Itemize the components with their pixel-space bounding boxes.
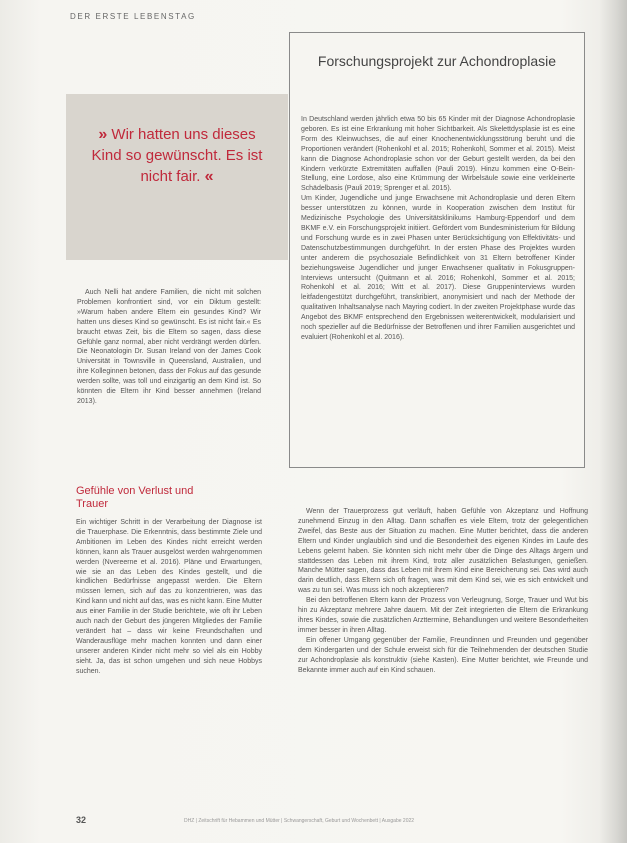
pull-quote-text: Wir hatten uns dieses Kind so gewünscht. Es ist nicht fair. (91, 126, 263, 185)
paragraph: In Deutschland werden jährlich etwa 50 bis 65 Kinder mit der Diagnose Achondroplasie geboren. Es ist eine Erkrankung mit hoher Sichtbarkeit. Als Skelettdysplasie ist es eine Form des Kleinwuchses, die auf einer Knochenentwicklungsstörung beruht und die Proportionen verändert (Rohenkohl et al. 2015; Rohenkohl, Sommer et al. 2015). Meist kann die Diagnose Achondroplasie schon vor der Geburt gestellt werden, da bei den Kindern verkürzte Extremitäten auffallen (Pauli 2019). Hinzu kommen eine O-Bein-Stellung, eine Lordose, also eine Krümmung der Wirbelsäule sowie eine verkleinerte Schädelbasis (Pauli 2019; Sprenger et al. 2015). (301, 116, 575, 193)
paragraph: Um Kinder, Jugendliche und junge Erwachsene mit Achondroplasie und deren Eltern besser unterstützen zu können, wurde in Kooperation zwischen dem Institut für Medizinische Psychologie des Universitätsklinikums Hamburg-Eppendorf und dem BKMF e.V. ein Forschungsprojekt initiiert. Gefördert vom Bundesministerium für Bildung und Forschung wurde es in zwei Phasen unter Berücksichtigung von Effektivitäts- und Datenschutzbestimmungen durchgeführt. In der ersten Phase des Projektes wurden unter anderem die psychosoziale Befindlichkeit von 31 Eltern betroffener Kinder beziehungsweise Jugendlicher und junger Erwachsener qualitativ in Fokusgruppen-Interviews untersucht (Quitmann et al. 2016; Rohenkohl, Sommer et al. 2015; Rohenkohl et al. 2016; Witt et al. 2017). Diese Gruppeninterviews wurden leitfadengestützt durchgeführt, transkribiert, anonymisiert und nach der Methode der qualitativen Inhaltsanalyse nach Mayring codiert. In der zweiten Projektphase wurde das Angebot des BKMF entsprechend den Ergebnissen weiterentwickelt, modularisiert und noch spezieller auf die Bedürfnisse der Betroffenen und ihrer Familien ausgerichtet und evaluiert (Rohenkohl et al. 2016). (301, 195, 575, 341)
left-column-lower-text (76, 518, 262, 677)
paragraph: Bei den betroffenen Eltern kann der Prozess von Verleugnung, Sorge, Trauer und Wut bis hin zu Akzeptanz mehrere Jahre dauern. Mit der Zeit integrierten die Eltern die Erkrankung ihres Kindes, sowie die zusätzlichen Arzttermine, Behandlungen und weitere Besonderheiten immer besser in ihren Alltag. (298, 597, 588, 634)
quote-open-mark: » (98, 126, 108, 143)
page-binding-shadow (599, 0, 627, 843)
page-number: 32 (76, 815, 87, 825)
footer-text: DHZ | Zeitschrift für Hebammen und Mütter | Schwangerschaft, Geburt und Wochenbett | Ausgabe 2022 (184, 818, 415, 824)
info-box-title: Forschungsprojekt zur Achondroplasie (317, 53, 557, 69)
research-info-box (289, 32, 585, 468)
paragraph: Auch Nelli hat andere Familien, die nicht mit solchen Problemen konfrontiert sind, vor ein Diktum gestellt: »Warum haben andere Eltern ein gesundes Kind? Wir hatten uns dieses Kind so gewünscht. Es ist nicht fair.« Es braucht etwas Zeit, bis die Eltern so sagen, dass diese Gefühle ganz normal, aber nicht verdrängt werden dürfen. Die Neonatologin Dr. Susan Ireland von der James Cook Universität in Townsville in Queensland, Australien, und ihre Kolleginnen betonen, dass der Fokus auf das gesunde werden sollte, was toll und einzigartig an dem Kind ist. So könnten die Eltern ihr Kind besser annehmen (Ireland 2013). (77, 289, 261, 405)
subheading: Gefühle von Verlust und Trauer (76, 485, 194, 510)
section-label: DER ERSTE LEBENSTAG (70, 12, 196, 21)
paragraph: Ein wichtiger Schritt in der Verarbeitung der Diagnose ist die Trauerphase. Die Erkenntnis, dass bestimmte Ziele und Ambitionen im Leben des Kindes nicht erreicht werden können, kann als Trauer ausgelöst werden wahrgenommen werden (Nvereerne et al. 2016). Pläne und Erwartungen, wie sie an das Leben des Kindes gestellt, und die kindlichen Bedürfnisse angepasst werden. Die Eltern müssen lernen, sich auf das zu konzentrieren, was das Kind kann und nicht auf das, was es nicht kann. Eine Mutter aus einer Familie in der Studie berichtete, wie oft ihr Leben auch nach der Geburt des jüngeren Mitgliedes der Familie verändert hat – dass wir keine Freundschaften und Wanderausflüge mehr machen konnten und dann einer unserer anderen Kinder nicht mehr so viel als ein Hobby sieht. Ja, das ist schon umgehen und sich neue Hobbys suchen. (76, 519, 262, 675)
pull-quote-box (66, 94, 288, 260)
pull-quote (84, 124, 270, 187)
quote-close-mark: « (204, 168, 214, 185)
paragraph: Wenn der Trauerprozess gut verläuft, haben Gefühle von Akzeptanz und Hoffnung zunehmend Einzug in den Alltag. Dann schaffen es viele Eltern, trotz der gelegentlichen Zweifel, das Beste aus der Situation zu machen. Eine Mutter berichtet, dass die anderen Eltern und Kinder unglaublich sind und die Besonderheit des eigenen Kindes im Laufe des Lebens gelernt haben. Sie könnten sich nicht mehr über die Dinge des Alltags ärgern und stattdessen das Leben mit ihrem Kind, trotz aller zusätzlichen Belastungen, genießen. Manche Mütter sagen, dass das Leben mit ihrem Kind eine Bereicherung sei. Das wird auch darin deutlich, dass Eltern sich oft fragen, was mit dem Kind sei, wie es sich entwickelt und was zu tun sei. Was muss ich noch akzeptieren? (298, 508, 588, 595)
info-box-body (301, 115, 575, 343)
paragraph: Ein offener Umgang gegenüber der Familie, Freundinnen und Freunden und gegenüber dem Kindergarten und der Schule erweist sich für die Teilnehmenden der deutschen Studie zur Achondroplasie als konstruktiv (siehe Kasten). Eine Mutter berichtet, wie Freunde und Bekannte immer auch auf ein Kind schauen. (298, 636, 588, 674)
right-column-lower-text (298, 507, 588, 675)
left-column-upper-text (77, 288, 261, 407)
